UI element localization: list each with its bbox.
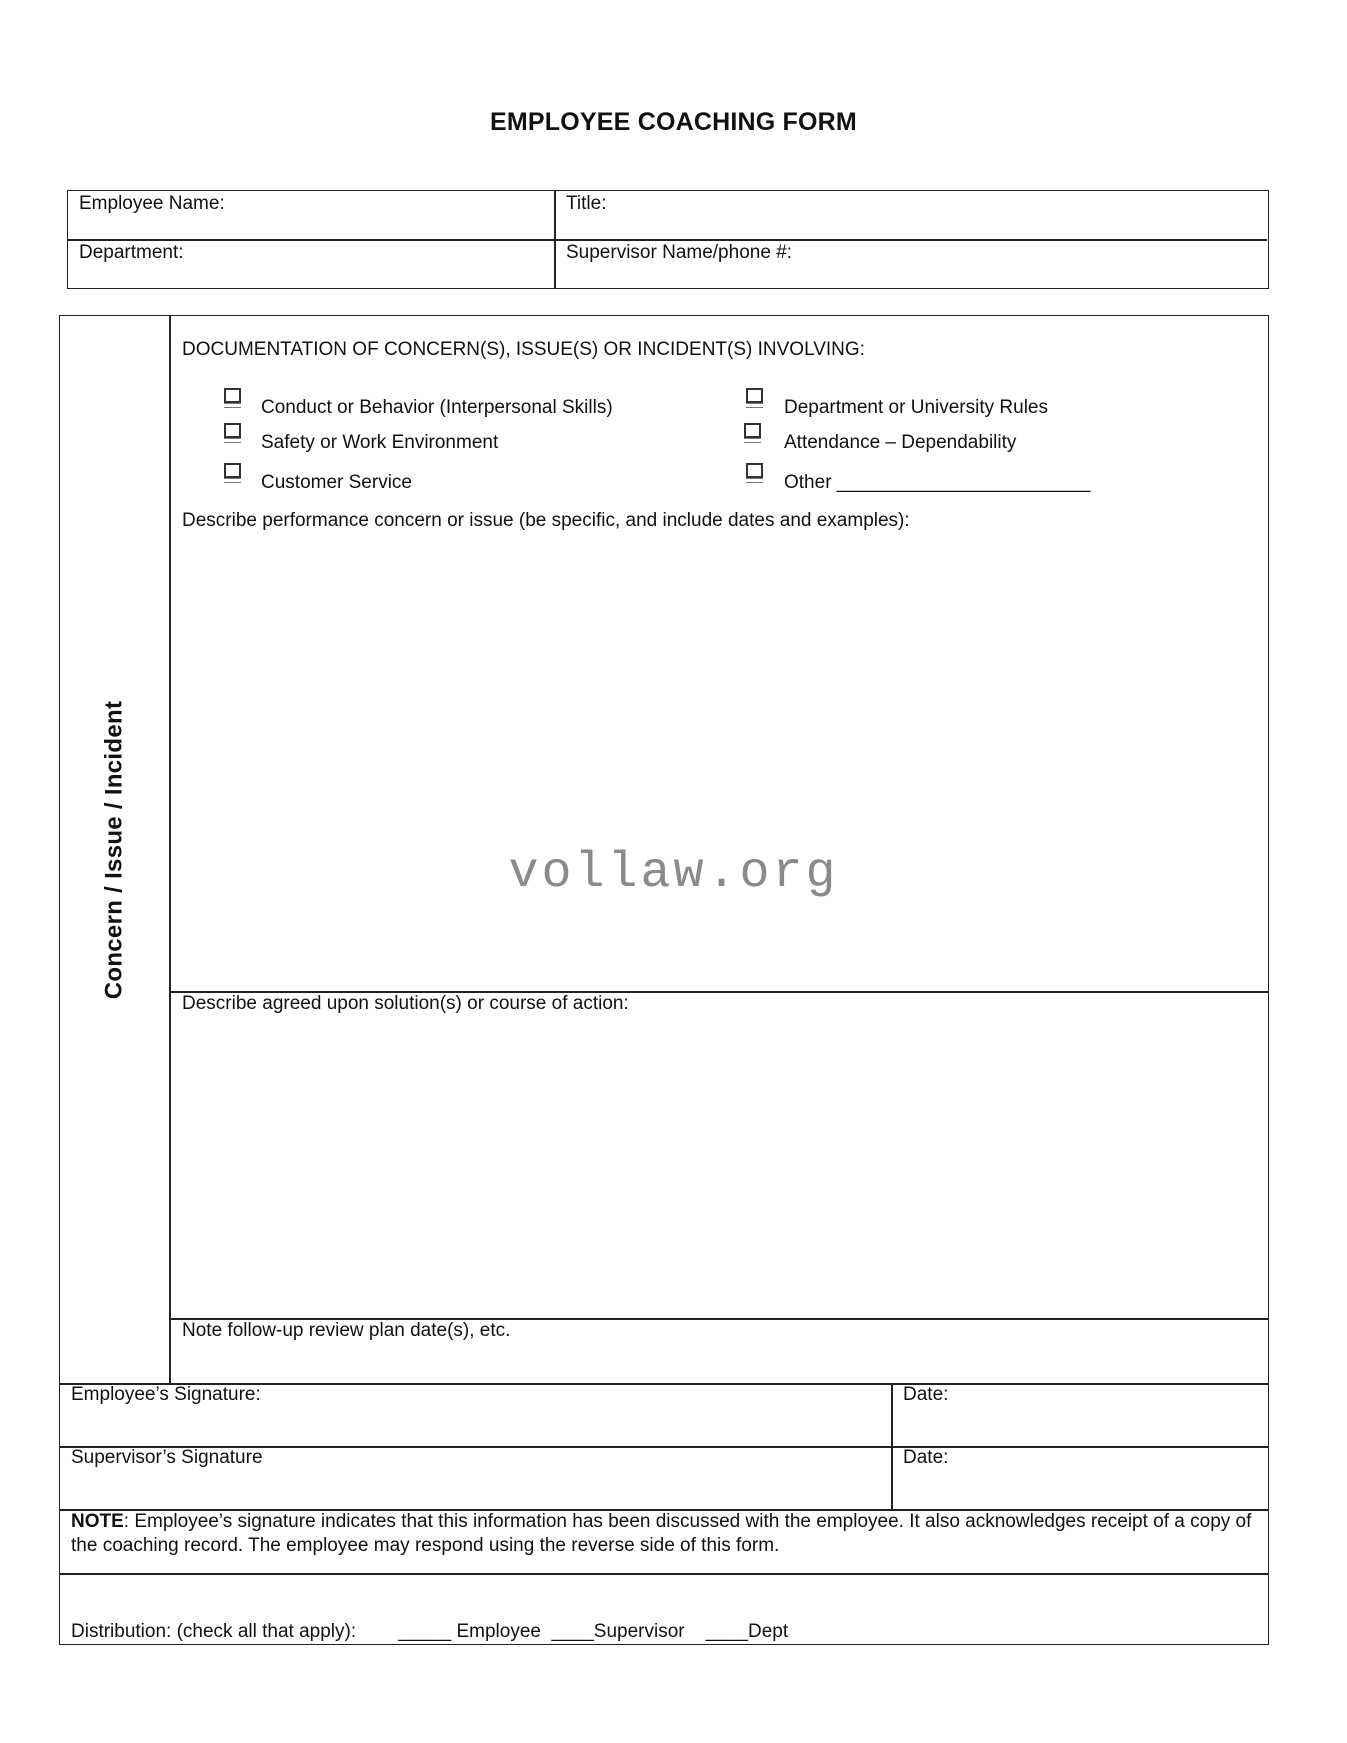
describe-solution-area[interactable] [172, 1022, 1266, 1314]
date-column-divider [891, 1383, 893, 1510]
note-body: : Employee’s signature indicates that this information has been discussed with the employee. It also acknowledges receipt of a copy of the coaching record. The employee may respond using the reverse side of this form. [71, 1511, 1252, 1556]
employee-name-label: Employee Name: [79, 193, 225, 214]
checkbox-safety[interactable] [224, 423, 241, 438]
checkbox-attendance[interactable] [744, 423, 761, 438]
distribution-line: Distribution: (check all that apply): _____ Employee ____Supervisor ____Dept [71, 1621, 789, 1642]
describe-concern-label: Describe performance concern or issue (be specific, and include dates and examples): [182, 510, 910, 531]
describe-concern-area[interactable] [172, 540, 1266, 988]
checkbox-label-rules: Department or University Rules [784, 397, 1048, 418]
describe-solution-label: Describe agreed upon solution(s) or course of action: [182, 993, 629, 1014]
employee-date-label: Date: [903, 1384, 949, 1405]
title-label: Title: [566, 193, 607, 214]
checkbox-customer-service[interactable] [224, 463, 241, 478]
checkbox-rules[interactable] [746, 388, 763, 403]
followup-label: Note follow-up review plan date(s), etc. [182, 1320, 511, 1341]
supervisor-label: Supervisor Name/phone #: [566, 242, 793, 263]
side-label-text: Concern / Issue / Incident [100, 700, 127, 1000]
supervisor-date-label: Date: [903, 1447, 949, 1468]
employee-info-table [67, 190, 1269, 289]
checkbox-label-customer-service: Customer Service [261, 472, 412, 493]
watermark: vollaw.org [508, 845, 839, 902]
note-label: NOTE [71, 1511, 124, 1532]
department-field[interactable] [68, 240, 184, 264]
checkbox-other[interactable] [746, 463, 763, 478]
concern-heading: DOCUMENTATION OF CONCERN(S), ISSUE(S) OR INCIDENT(S) INVOLVING: [182, 339, 865, 360]
form-title: EMPLOYEE COACHING FORM [490, 108, 857, 136]
checkbox-conduct[interactable] [224, 388, 241, 403]
checkbox-label-safety: Safety or Work Environment [261, 432, 499, 453]
employee-signature-label: Employee’s Signature: [71, 1384, 261, 1405]
department-label: Department: [79, 242, 184, 263]
checkbox-label-other: Other ________________________ [784, 472, 1091, 493]
note-text [71, 1510, 1261, 1558]
supervisor-signature-label: Supervisor’s Signature [71, 1447, 263, 1468]
checkbox-label-attendance: Attendance – Dependability [784, 432, 1017, 453]
checkbox-label-conduct: Conduct or Behavior (Interpersonal Skills) [261, 397, 613, 418]
employee-name-field[interactable] [68, 191, 225, 215]
distribution-top-divider [59, 1573, 1269, 1575]
title-field[interactable] [555, 191, 606, 215]
supervisor-field[interactable] [555, 240, 792, 264]
